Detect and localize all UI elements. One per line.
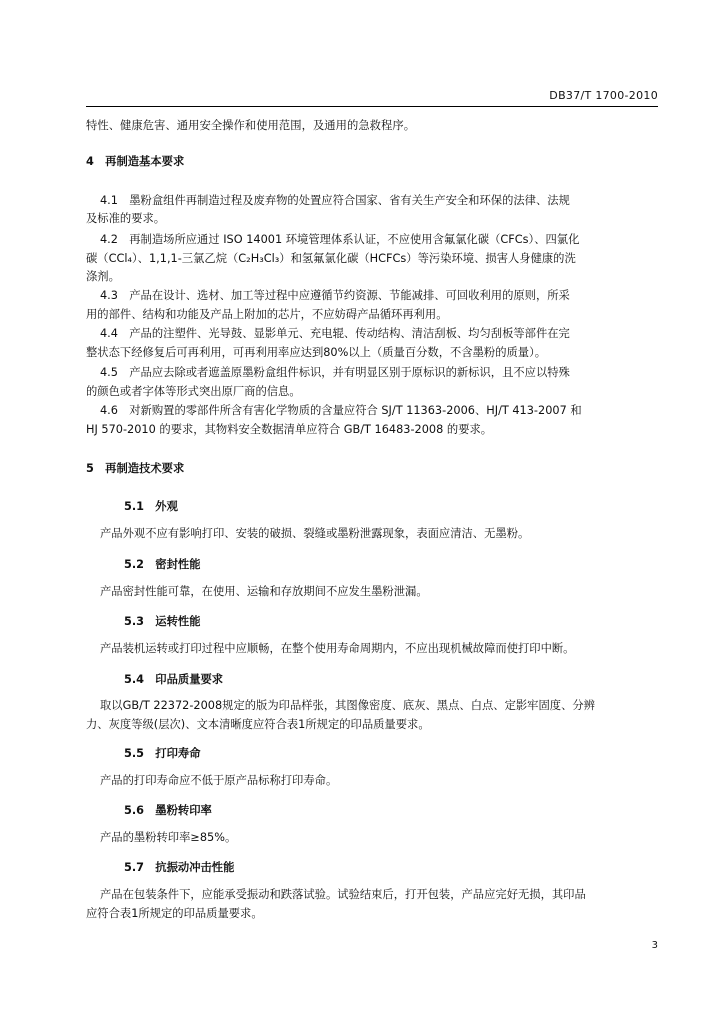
clause-5-2-text: 产品密封性能可靠，在使用、运输和存放期间不应发生墨粉泄漏。: [100, 585, 428, 598]
clause-4-6-line-1: 4.6 对新购置的零部件所含有害化学物质的含量应符合 SJ/T 11363-2006、HJ/T 413-2007 和: [100, 404, 582, 417]
page-number: 3: [651, 940, 658, 951]
clause-4-1-line-2: 及标准的要求。: [86, 212, 166, 225]
clause-5-7-text-line-1: 产品在包装条件下，应能承受振动和跌落试验。试验结束后，打开包装，产品应完好无损，其印品: [100, 888, 586, 901]
clause-5-7-heading: 5.7 抗振动冲击性能: [124, 861, 235, 874]
clause-5-5-text: 产品的打印寿命应不低于原产品标称打印寿命。: [100, 774, 338, 787]
section-5-heading: 5 再制造技术要求: [86, 462, 185, 475]
clause-4-4-line-1: 4.4 产品的注塑件、光导鼓、显影单元、充电辊、传动结构、清洁刮板、均匀刮板等部件在完: [100, 327, 570, 340]
clause-4-5-line-1: 4.5 产品应去除或者遮盖原墨粉盒组件标识，并有明显区别于原标识的新标识，且不应以特殊: [100, 366, 570, 379]
clause-5-4-heading: 5.4 印品质量要求: [124, 673, 224, 686]
clause-4-4-line-2: 整状态下经修复后可再利用，可再利用率应达到80%以上（质量百分数，不含墨粉的质量）。: [86, 346, 547, 359]
clause-4-5-line-2: 的颜色或者字体等形式突出原厂商的信息。: [86, 385, 301, 398]
clause-4-3-line-2: 用的部件、结构和功能及产品上附加的芯片，不应妨碍产品循环再利用。: [86, 308, 448, 321]
clause-5-2-heading: 5.2 密封性能: [124, 558, 201, 571]
clause-5-4-text-line-1: 取以GB/T 22372-2008规定的版为印品样张，其图像密度、底灰、黑点、白点、定影牢固度、分辨: [100, 699, 595, 712]
clause-5-7-text-line-2: 应符合表1所规定的印品质量要求。: [86, 907, 263, 920]
clause-5-6-text: 产品的墨粉转印率≥85%。: [100, 831, 237, 844]
clause-5-3-heading: 5.3 运转性能: [124, 615, 201, 628]
clause-5-1-heading: 5.1 外观: [124, 500, 178, 513]
clause-5-1-text: 产品外观不应有影响打印、安装的破损、裂缝或墨粉泄露现象，表面应清洁、无墨粉。: [100, 527, 530, 540]
clause-4-3-line-1: 4.3 产品在设计、选材、加工等过程中应遵循节约资源、节能减排、可回收利用的原则，所采: [100, 289, 570, 302]
clause-4-1-line-1: 4.1 墨粉盒组件再制造过程及废弃物的处置应符合国家、省有关生产安全和环保的法律、法规: [100, 194, 570, 207]
clause-4-2-line-1: 4.2 再制造场所应通过 ISO 14001 环境管理体系认证，不应使用含氟氯化碳（CFCs）、四氯化: [100, 233, 580, 246]
clause-4-6-line-2: HJ 570-2010 的要求，其物料安全数据清单应符合 GB/T 16483-2008 的要求。: [86, 423, 493, 436]
clause-5-5-heading: 5.5 打印寿命: [124, 747, 201, 760]
section-4-heading: 4 再制造基本要求: [86, 155, 185, 168]
clause-5-3-text: 产品装机运转或打印过程中应顺畅，在整个使用寿命周期内，不应出现机械故障而使打印中断。: [100, 642, 575, 655]
continued-paragraph: 特性、健康危害、通用安全操作和使用范围，及通用的急救程序。: [86, 119, 416, 132]
clause-4-2-line-3: 涤剂。: [86, 270, 120, 283]
clause-5-4-text-line-2: 力、灰度等级(层次)、文本清晰度应符合表1所规定的印品质量要求。: [86, 718, 430, 731]
clause-5-6-heading: 5.6 墨粉转印率: [124, 804, 212, 817]
clause-4-2-line-2: 碳（CCl₄）、1,1,1-三氯乙烷（C₂H₃Cl₃）和氢氟氯化碳（HCFCs）等污染环境、损害人身健康的洗: [86, 252, 576, 265]
document-code: DB37/T 1700-2010: [549, 89, 658, 102]
header-rule: [86, 106, 658, 107]
